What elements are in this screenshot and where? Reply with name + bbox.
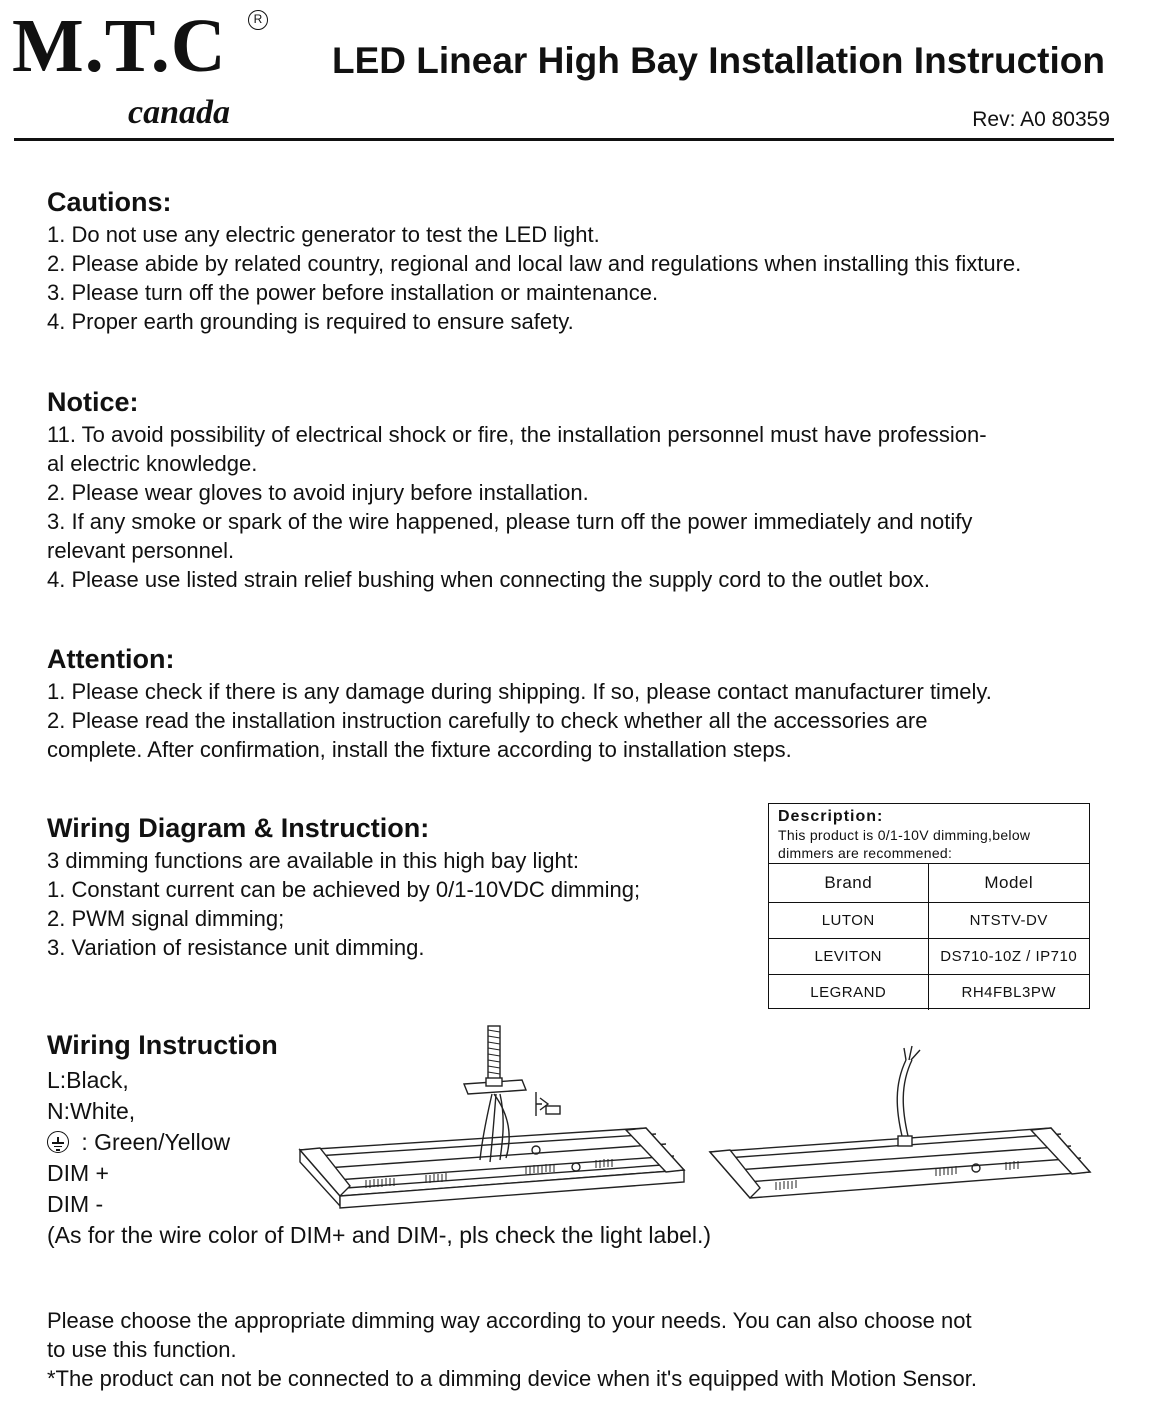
notice-item: al electric knowledge. <box>47 451 258 476</box>
table-row <box>769 938 1089 974</box>
cautions-section <box>47 184 1147 336</box>
footer-note: to use this function. <box>47 1337 237 1362</box>
model-cell: NTSTV-DV <box>928 902 1089 938</box>
caution-item: 4. Proper earth grounding is required to ensure safety. <box>47 309 574 334</box>
dimmer-description <box>769 804 1089 864</box>
footer-warning: *The product can not be connected to a dimming device when it's equipped with Motion Sensor. <box>47 1366 977 1391</box>
wiring-diagram-item: 1. Constant current can be achieved by 0/1-10VDC dimming; <box>47 877 641 902</box>
revision-number: Rev: A0 80359 <box>972 108 1110 131</box>
wiring-diagram-item: 3 dimming functions are available in this high bay light: <box>47 848 579 873</box>
notice-item: relevant personnel. <box>47 538 235 563</box>
wire-dim-minus-label: DIM - <box>47 1191 104 1217</box>
footer-notes <box>47 1306 1107 1393</box>
header-divider <box>14 138 1114 141</box>
description-text: dimmers are recommened: <box>778 845 953 861</box>
model-cell: DS710-10Z / IP710 <box>928 938 1089 974</box>
wiring-diagram-section <box>47 810 747 962</box>
wiring-diagram-heading: Wiring Diagram & Instruction: <box>47 813 430 843</box>
notice-item: 4. Please use listed strain relief bushing when connecting the supply cord to the outlet box. <box>47 567 930 592</box>
footer-note: Please choose the appropriate dimming way according to your needs. You can also choose not <box>47 1308 972 1333</box>
wire-live-label: L:Black, <box>47 1067 129 1093</box>
wire-color-note: (As for the wire color of DIM+ and DIM-, pls check the light label.) <box>47 1222 712 1248</box>
fixture-cord-illustration <box>706 1040 1096 1200</box>
notice-section <box>47 384 1147 594</box>
wiring-instruction-heading: Wiring Instruction <box>47 1030 278 1060</box>
model-cell: RH4FBL3PW <box>928 974 1089 1010</box>
notice-item: 3. If any smoke or spark of the wire happened, please turn off the power immediately and notify <box>47 509 973 534</box>
wiring-diagram-item: 2. PWM signal dimming; <box>47 906 285 931</box>
recommended-dimmers-table <box>768 803 1090 1009</box>
brand-logo-subtitle: canada <box>128 94 230 131</box>
attention-heading: Attention: <box>47 644 175 674</box>
table-row <box>769 902 1089 938</box>
wiring-diagram-item: 3. Variation of resistance unit dimming. <box>47 935 425 960</box>
table-row <box>769 974 1089 1010</box>
document-title: LED Linear High Bay Installation Instruction <box>332 40 1105 81</box>
dimmer-table <box>769 864 1089 1010</box>
fixture-conduit-illustration <box>296 1020 691 1220</box>
wire-neutral-label: N:White, <box>47 1098 136 1124</box>
notice-item: 11. To avoid possibility of electrical shock or fire, the installation personnel must have profession- <box>47 422 987 447</box>
cautions-heading: Cautions: <box>47 187 172 217</box>
wire-dim-plus-label: DIM + <box>47 1160 109 1186</box>
caution-item: 2. Please abide by related country, regional and local law and regulations when installing this fixture. <box>47 251 1022 276</box>
ground-icon <box>47 1131 69 1153</box>
column-header-brand: Brand <box>769 864 928 902</box>
brand-cell: LEVITON <box>769 938 928 974</box>
caution-item: 1. Do not use any electric generator to test the LED light. <box>47 222 600 247</box>
notice-heading: Notice: <box>47 387 139 417</box>
brand-cell: LUTON <box>769 902 928 938</box>
wire-ground-label: : Green/Yellow <box>75 1129 231 1155</box>
attention-section <box>47 641 1147 764</box>
brand-logo: M.T.C <box>12 4 227 88</box>
attention-item: complete. After confirmation, install the fixture according to installation steps. <box>47 737 792 762</box>
attention-item: 1. Please check if there is any damage during shipping. If so, please contact manufacturer timely. <box>47 679 992 704</box>
table-header-row <box>769 864 1089 902</box>
caution-item: 3. Please turn off the power before installation or maintenance. <box>47 280 659 305</box>
description-text: This product is 0/1-10V dimming,below <box>778 827 1031 843</box>
attention-item: 2. Please read the installation instruction carefully to check whether all the accessories are <box>47 708 928 733</box>
description-title: Description: <box>778 808 884 825</box>
column-header-model: Model <box>984 872 1034 892</box>
notice-item: 2. Please wear gloves to avoid injury before installation. <box>47 480 589 505</box>
brand-cell: LEGRAND <box>769 974 928 1010</box>
registered-mark: R <box>248 10 268 30</box>
